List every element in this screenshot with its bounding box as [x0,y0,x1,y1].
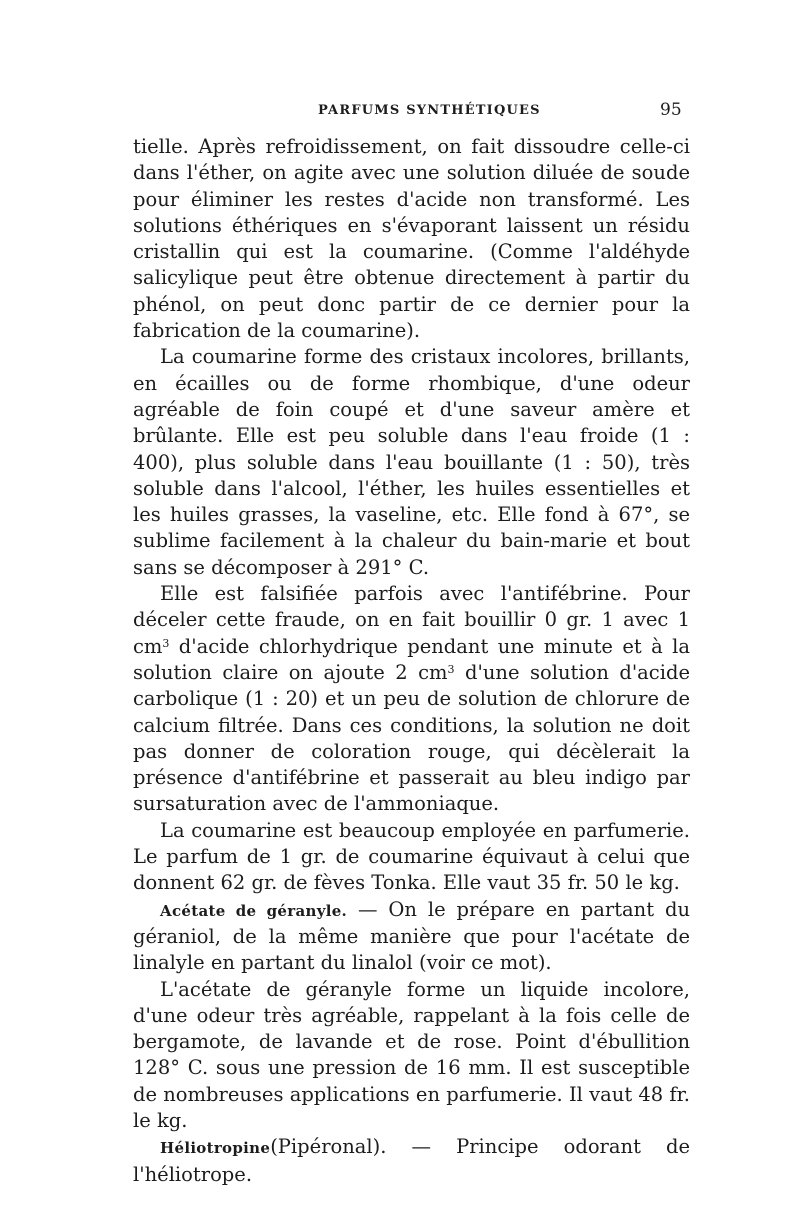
paragraph-geranyl-acetate-entry [133,897,690,977]
entry-term-heliotropin: Héliotropine [160,1139,271,1158]
falsification-text-part-3: d'une solution d'acide carbolique (1 : 20) et un peu de solution de chlorure de calcium filtrée. Dans ces conditions, la solution ne doit pas donner de coloration rouge, qui décèlerait la présence d'antifébrine et passerait au bleu indigo par sursaturation avec de l'ammoniaque. [133,660,690,816]
paragraph-heliotropin-entry [133,1134,690,1188]
geranyl-acetate-preparation-text: — On le prépare en partant du géraniol, de la même manière que pour l'acétate de linalyle en partant du linalol (voir ce mot). [133,897,691,975]
superscript-cube-2: 3 [447,662,455,676]
paragraph-coumarin-use: La coumarine est beaucoup employée en parfumerie. Le parfum de 1 gr. de coumarine équivaut à celui que donnent 62 gr. de fèves Tonka. Elle vaut 35 fr. 50 le kg. [133,818,690,895]
paragraph-coumarin-falsification [133,581,690,818]
paragraph-coumarin-properties: La coumarine forme des cristaux incolores, brillants, en écailles ou de forme rhombique, d'une odeur agréable de foin coupé et d'une saveur amère et brûlante. Elle est peu soluble dans l'eau froide (1 : 400), plus soluble dans l'eau bouillante (1 : 50), très soluble dans l'alcool, l'éther, les huiles essentielles et les huiles grasses, la vaseline, etc. Elle fond à 67°, se sublime facilement à la chaleur du bain-marie et bout sans se décomposer à 291° C. [133,345,690,579]
falsification-text-part-1: Elle est falsifiée parfois avec l'antifébrine. Pour déceler cette fraude, on en fait bouillir 0 gr. 1 avec 1 cm [133,582,690,658]
running-head: PARFUMS SYNTHÉTIQUES [318,103,541,118]
paragraph-coumarin-preparation: tielle. Après refroidissement, on fait dissoudre celle-ci dans l'éther, on agite avec une solution diluée de soude pour éliminer les restes d'acide non transformé. Les solutions éthériques en s'évaporant laissent un résidu cristallin qui est la coumarine. (Comme l'aldéhyde salicylique peut être obtenue directement à partir du phénol, on peut donc partir de ce dernier pour la fabrication de la coumarine). [133,135,690,343]
entry-term-geranyl-acetate: Acétate de géranyle. [160,901,348,920]
heliotropin-definition-text: (Pipéronal). — Principe odorant de l'héliotrope. [133,1135,690,1186]
page-number: 95 [660,100,682,120]
superscript-cube-1: 3 [162,636,170,650]
body-text [133,134,690,1188]
falsification-text-part-2: d'acide chlorhydrique pendant une minute et à la solution claire on ajoute 2 cm [133,634,690,684]
paragraph-geranyl-acetate-properties: L'acétate de géranyle forme un liquide incolore, d'une odeur très agréable, rappelant à la fois celle de bergamote, de lavande et de rose. Point d'ébullition 128° C. sous une pression de 16 mm. Il est susceptible de nombreuses applications en parfumerie. Il vaut 48 fr. le kg. [133,977,690,1132]
